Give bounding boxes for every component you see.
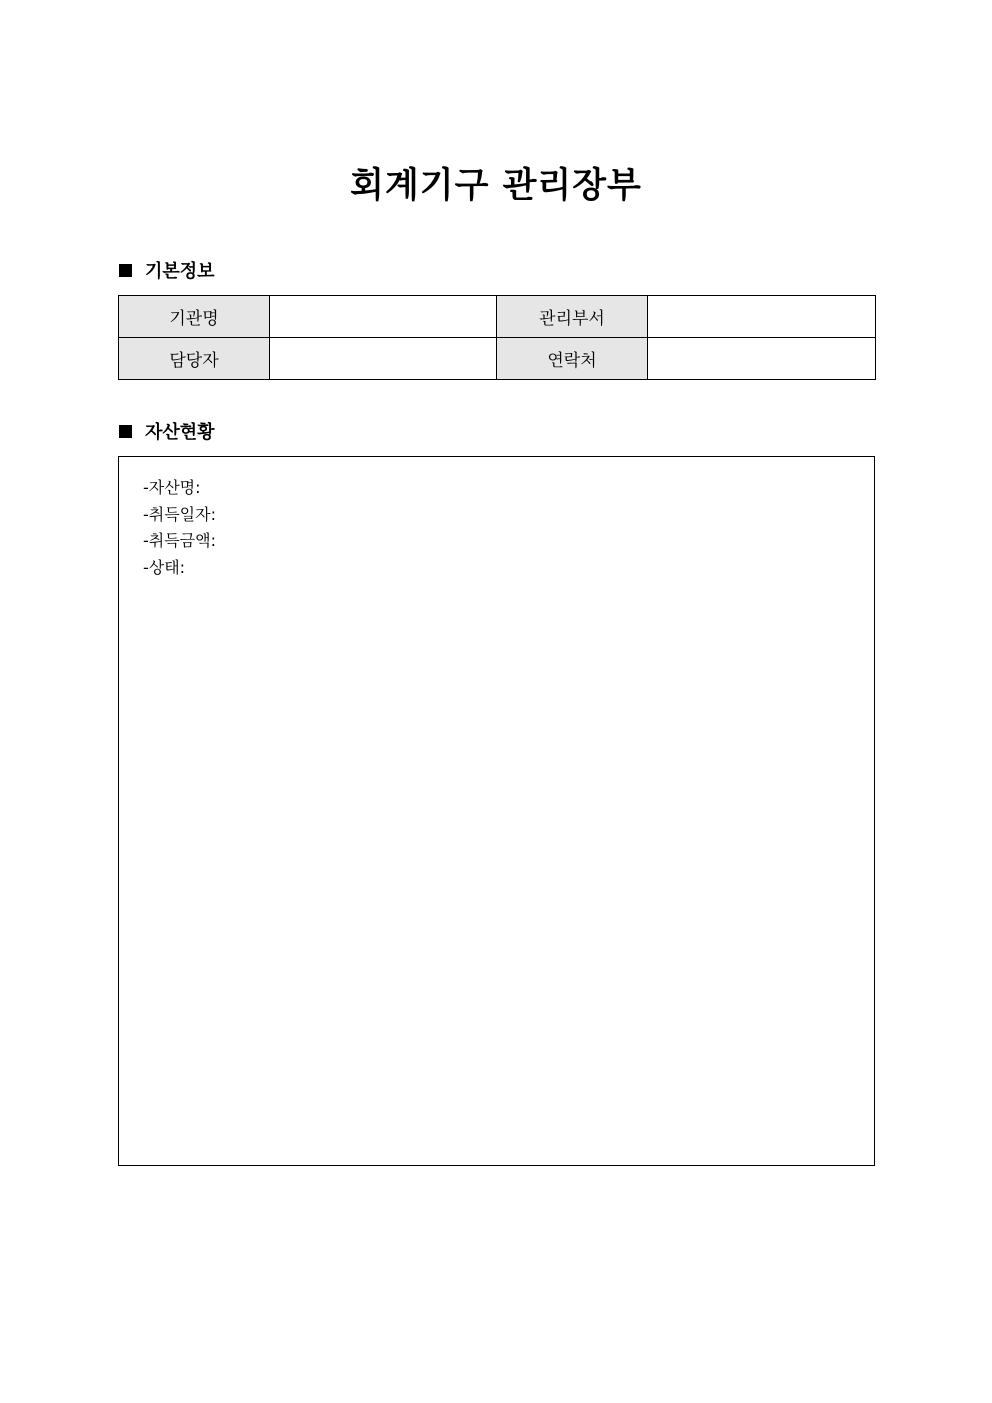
table-row: [119, 338, 876, 380]
section-heading-label: 자산현황: [145, 422, 215, 443]
basic-info-table: [118, 295, 876, 380]
section-heading-label: 기본정보: [145, 261, 215, 282]
asset-condition-line: -상태:: [143, 557, 186, 577]
label-institution-name: 기관명: [119, 296, 270, 338]
acquisition-amount-line: -취득금액:: [143, 531, 216, 550]
institution-name-field[interactable]: [270, 296, 497, 338]
square-bullet-icon: [119, 425, 132, 438]
square-bullet-icon: [119, 264, 132, 277]
person-in-charge-field[interactable]: [270, 338, 497, 380]
managing-department-field[interactable]: [648, 296, 876, 338]
contact-field[interactable]: [648, 338, 876, 380]
label-contact: 연락처: [497, 338, 648, 380]
asset-name-line: -자산명:: [143, 478, 201, 497]
label-person-in-charge: 담당자: [119, 338, 270, 380]
asset-status-box[interactable]: [118, 456, 875, 1166]
asset-field-list: [143, 475, 216, 581]
label-managing-department: 관리부서: [497, 296, 648, 338]
acquisition-date-line: -취득일자:: [143, 504, 216, 524]
table-row: [119, 296, 876, 338]
section-heading-asset-status: [119, 419, 215, 443]
section-heading-basic-info: [119, 258, 215, 282]
page-title: 회계기구 관리장부: [350, 166, 642, 206]
